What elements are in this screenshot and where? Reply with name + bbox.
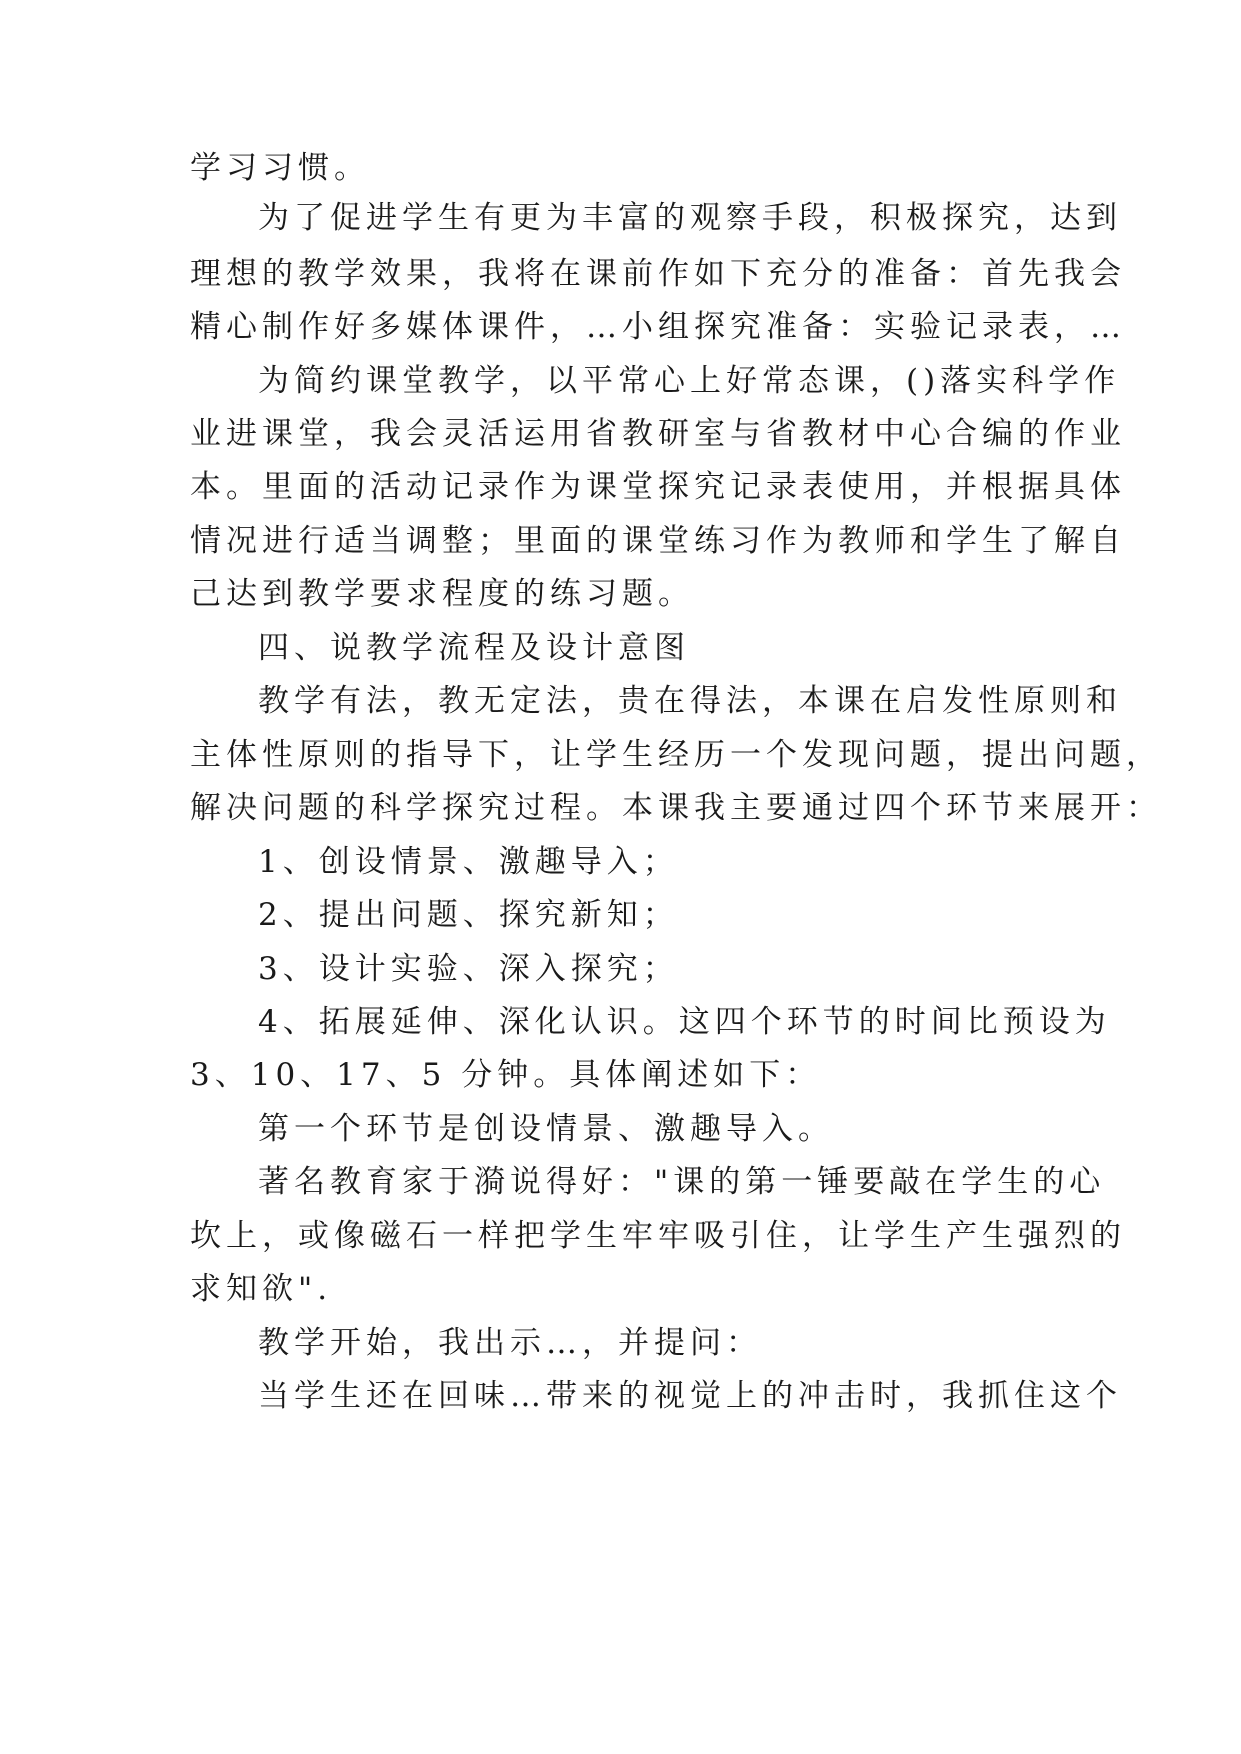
paragraph-start: 为简约课堂教学，以平常心上好常态课，()落实科学作 — [258, 363, 1121, 399]
text-line: 业进课堂，我会灵活运用省教研室与省教材中心合编的作业 — [190, 416, 1126, 452]
text-line: 己达到教学要求程度的练习题。 — [190, 576, 694, 612]
paragraph-start: 为了促进学生有更为丰富的观察手段，积极探究，达到 — [258, 200, 1122, 236]
text-line: 理想的教学效果，我将在课前作如下充分的准备：首先我会 — [190, 256, 1126, 292]
text-line: 3、10、17、5 分钟。具体阐述如下： — [190, 1057, 822, 1093]
text-line: 解决问题的科学探究过程。本课我主要通过四个环节来展开： — [190, 790, 1162, 826]
text-line: 学习习惯。 — [190, 150, 370, 186]
paragraph-start: 著名教育家于漪说得好："课的第一锤要敲在学生的心 — [258, 1164, 1106, 1200]
list-item: 4、拓展延伸、深化认识。这四个环节的时间比预设为 — [258, 1004, 1111, 1040]
text-line: 情况进行适当调整；里面的课堂练习作为教师和学生了解自 — [190, 523, 1126, 559]
text-line: 精心制作好多媒体课件，…小组探究准备：实验记录表，… — [190, 309, 1126, 345]
list-item: 3、设计实验、深入探究； — [258, 951, 679, 987]
paragraph-start: 第一个环节是创设情景、激趣导入。 — [258, 1111, 834, 1147]
paragraph-start: 当学生还在回味…带来的视觉上的冲击时，我抓住这个 — [258, 1378, 1122, 1414]
list-item: 1、创设情景、激趣导入； — [258, 844, 679, 880]
text-line: 主体性原则的指导下，让学生经历一个发现问题，提出问题， — [190, 737, 1162, 773]
text-line: 本。里面的活动记录作为课堂探究记录表使用，并根据具体 — [190, 469, 1126, 505]
list-item: 2、提出问题、探究新知； — [258, 897, 679, 933]
paragraph-start: 教学有法，教无定法，贵在得法，本课在启发性原则和 — [258, 683, 1122, 719]
text-line: 求知欲". — [190, 1271, 333, 1307]
text-line: 坎上，或像磁石一样把学生牢牢吸引住，让学生产生强烈的 — [190, 1218, 1126, 1254]
section-heading: 四、说教学流程及设计意图 — [258, 630, 690, 666]
paragraph-start: 教学开始，我出示…，并提问： — [258, 1325, 762, 1361]
